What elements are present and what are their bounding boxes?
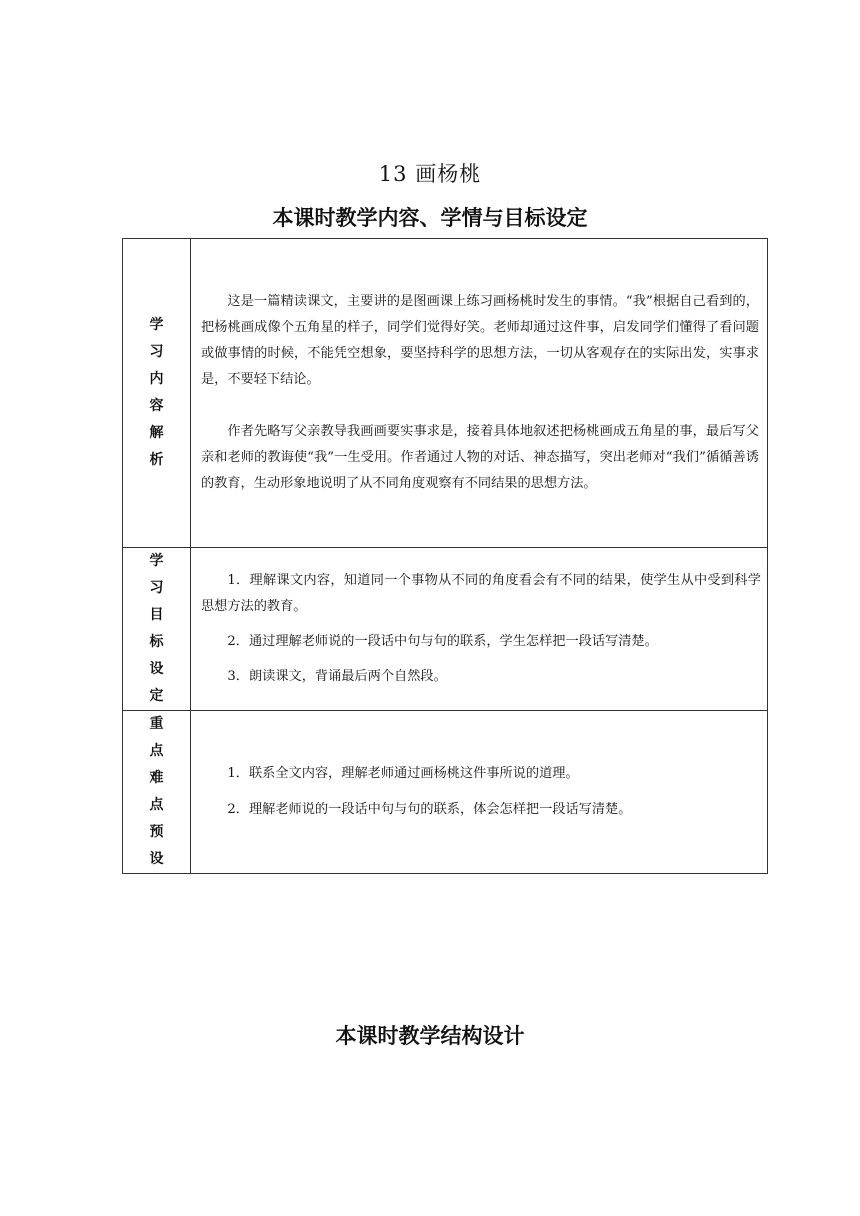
goal-item-3: 3．朗读课文，背诵最后两个自然段。 <box>227 669 447 684</box>
label-line: 学 习 <box>149 553 175 596</box>
label-line: 设 定 <box>149 661 175 704</box>
label-line: 内 容 <box>149 371 175 414</box>
table-row-analysis <box>123 239 768 548</box>
label-line: 难 点 <box>149 770 175 813</box>
lesson-title: 13 画杨桃 <box>378 162 482 186</box>
analysis-paragraph-2: 作者先略写父亲教导我画画要实事求是，接着具体地叙述把杨桃画成五角星的事，最后写父亲和老师的教诲使“我”一生受用。作者通过人物的对话、神态描写，突出老师对“我们”循循善诱的教育，生动形象地说明了从不同角度观察有不同结果的思想方法。 <box>201 424 759 491</box>
label-analysis <box>123 239 191 548</box>
table-row-keys <box>123 711 768 874</box>
label-line: 预 设 <box>149 824 175 867</box>
key-item-2: 2．理解老师说的一段话中句与句的联系，体会怎样把一段话写清楚。 <box>227 802 632 817</box>
table-row-goals <box>123 548 768 711</box>
goal-item-1: 1．理解课文内容，知道同一个事物从不同的角度看会有不同的结果，使学生从中受到科学思想方法的教育。 <box>201 573 761 614</box>
analysis-paragraph-1: 这是一篇精读课文，主要讲的是图画课上练习画杨桃时发生的事情。“我”根据自己看到的，把杨桃画成像个五角星的样子，同学们觉得好笑。老师却通过这件事，启发同学们懂得了看问题或做事情的时候，不能凭空想象，要坚持科学的思想方法，一切从客观存在的实际出发，实事求是，不要轻下结论。 <box>201 294 759 387</box>
content-keys <box>191 711 768 874</box>
label-line: 解 析 <box>149 425 175 468</box>
section-title: 本课时教学内容、学情与目标设定 <box>272 206 588 230</box>
content-goals <box>191 548 768 711</box>
label-line: 学 习 <box>149 317 175 360</box>
key-item-1: 1．联系全文内容，理解老师通过画杨桃这件事所说的道理。 <box>227 766 579 781</box>
label-goals <box>123 548 191 711</box>
label-line: 目 标 <box>149 607 175 650</box>
label-keys <box>123 711 191 874</box>
content-analysis <box>191 239 768 548</box>
structure-title: 本课时教学结构设计 <box>335 1024 525 1048</box>
goal-item-2: 2．通过理解老师说的一段话中句与句的联系，学生怎样把一段话写清楚。 <box>227 634 658 649</box>
label-line: 重 点 <box>149 716 175 759</box>
lesson-plan-table <box>122 238 768 874</box>
